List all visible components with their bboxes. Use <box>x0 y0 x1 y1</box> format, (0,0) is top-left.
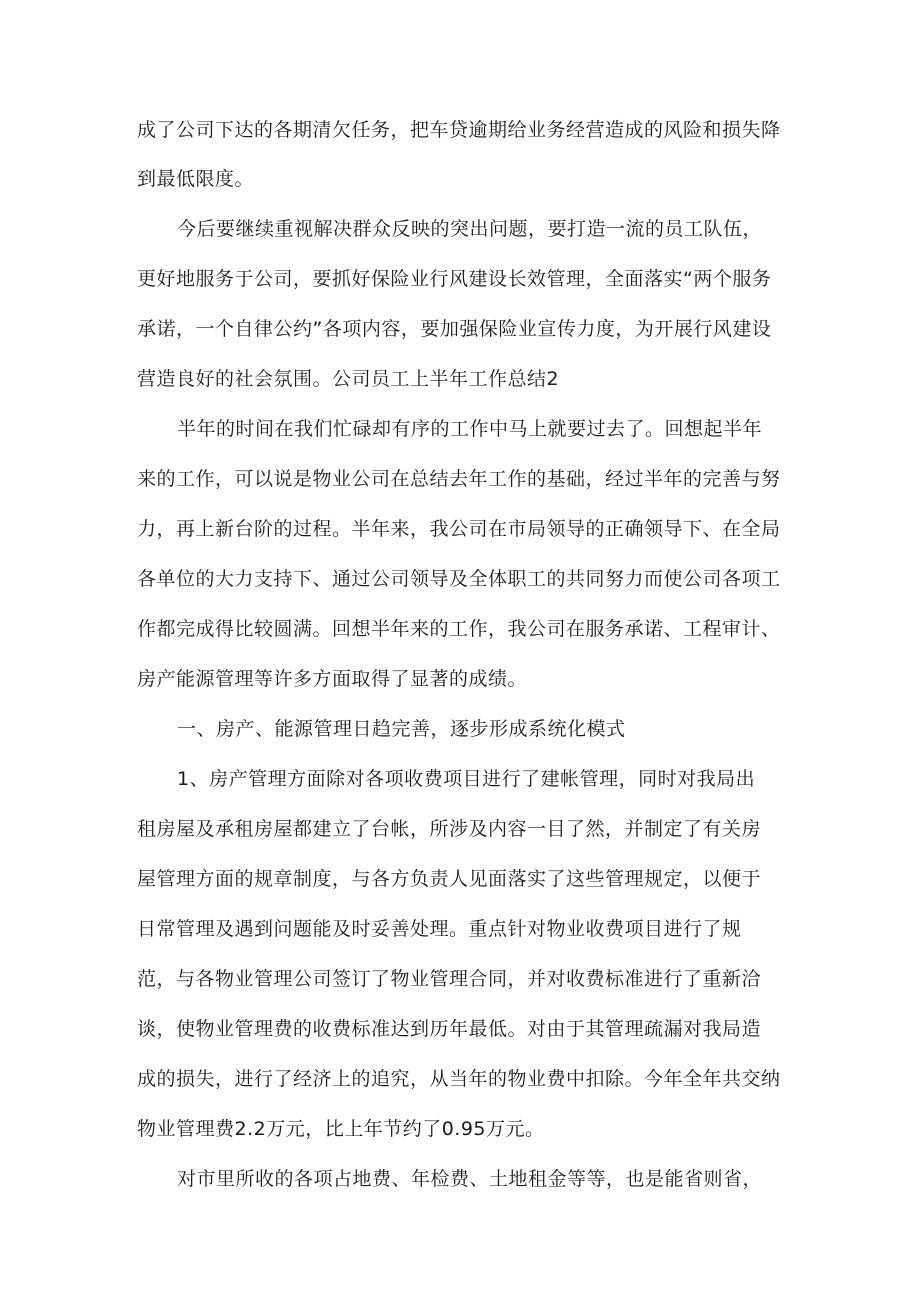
text-line: 更好地服务于公司，要抓好保险业行风建设长效管理，全面落实“两个服务 <box>137 268 772 290</box>
text-line: 力，再上新台阶的过程。半年来，我公司在市局领导的正确领导下、在全局 <box>137 518 781 540</box>
paragraph-start-line: 半年的时间在我们忙碌却有序的工作中马上就要过去了。回想起半年 <box>177 418 763 440</box>
section-heading: 一、房产、能源管理日趋完善，逐步形成系统化模式 <box>177 718 626 740</box>
text-line: 范，与各物业管理公司签订了物业管理合同，并对收费标准进行了重新洽 <box>137 968 762 990</box>
text-line: 来的工作，可以说是物业公司在总结去年工作的基础，经过半年的完善与努 <box>137 468 781 490</box>
text-line: 成的损失，进行了经济上的追究，从当年的物业费中扣除。今年全年共交纳 <box>137 1068 781 1090</box>
text-line: 谈，使物业管理费的收费标准达到历年最低。对由于其管理疏漏对我局造 <box>137 1018 762 1040</box>
text-line: 成了公司下达的各期清欠任务，把车贷逾期给业务经营造成的风险和损失降 <box>137 119 781 141</box>
text-line: 承诺，一个自律公约”各项内容，要加强保险业宣传力度，为开展行风建设 <box>137 318 772 340</box>
paragraph-start-line: 今后要继续重视解决群众反映的突出问题，要打造一流的员工队伍， <box>177 218 763 240</box>
paragraph-start-line: 对市里所收的各项占地费、年检费、土地租金等等，也是能省则省， <box>177 1168 763 1190</box>
text-line: 营造良好的社会氛围。公司员工上半年工作总结2 <box>137 368 560 390</box>
text-line: 物业管理费2.2万元，比上年节约了0.95万元。 <box>137 1118 545 1140</box>
text-line: 屋管理方面的规章制度，与各方负责人见面落实了这些管理规定，以便于 <box>137 868 762 890</box>
text-line: 到最低限度。 <box>137 168 255 190</box>
text-line: 房产能源管理等许多方面取得了显著的成绩。 <box>137 668 528 690</box>
text-line: 作都完成得比较圆满。回想半年来的工作，我公司在服务承诺、工程审计、 <box>137 618 781 640</box>
paragraph-start-line: 1、房产管理方面除对各项收费项目进行了建帐管理，同时对我局出 <box>177 768 756 790</box>
text-line: 租房屋及承租房屋都建立了台帐，所涉及内容一目了然，并制定了有关房 <box>137 818 762 840</box>
text-line: 各单位的大力支持下、通过公司领导及全体职工的共同努力而使公司各项工 <box>137 568 781 590</box>
text-line: 日常管理及遇到问题能及时妥善处理。重点针对物业收费项目进行了规 <box>137 918 742 940</box>
